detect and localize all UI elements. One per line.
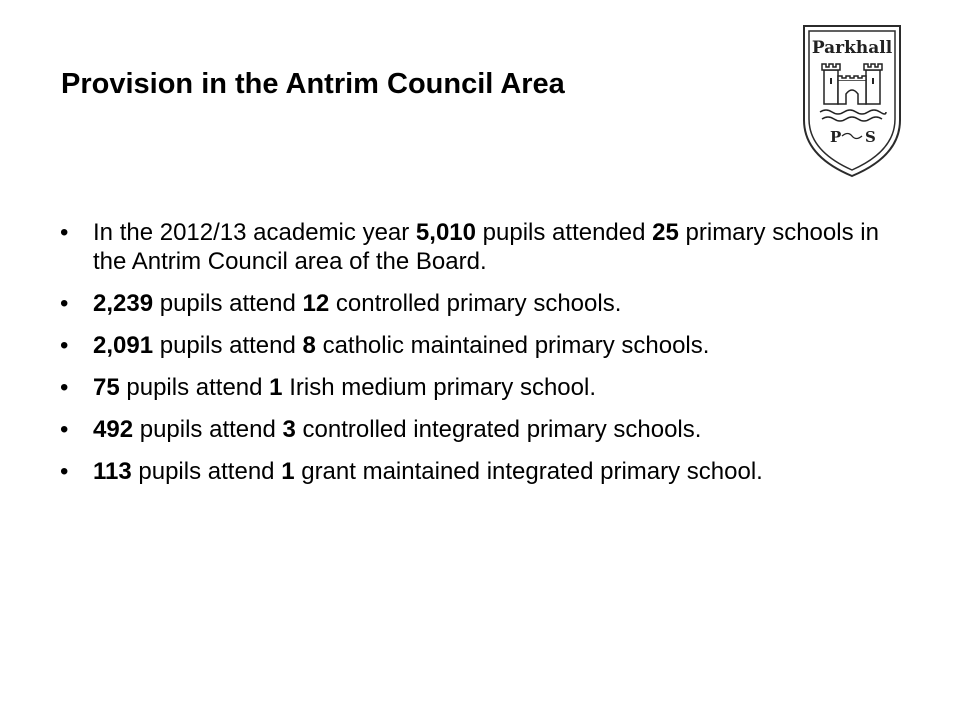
bullet-marker: • [60, 416, 69, 443]
parkhall-crest-logo [800, 20, 904, 180]
logo-name: Parkhall [811, 38, 893, 58]
bullet-text: 75 pupils attend 1 Irish medium primary school. [93, 374, 596, 401]
bullet-text: 113 pupils attend 1 grant maintained integrated primary school. [93, 458, 763, 485]
bullet-marker: • [60, 332, 69, 359]
logo-letter-right: S [865, 128, 876, 146]
bullet-text: 2,239 pupils attend 12 controlled primary schools. [93, 290, 622, 317]
bullet-item [60, 331, 900, 360]
bullet-marker: • [60, 219, 69, 246]
bullet-marker: • [60, 458, 69, 485]
bullet-text: In the 2012/13 academic year 5,010 pupils attended 25 primary schools in the Antrim Council area of the Board. [93, 219, 879, 275]
bullet-item [60, 415, 900, 444]
slide-title: Provision in the Antrim Council Area [61, 68, 565, 100]
bullet-item [60, 373, 900, 402]
logo-letter-left: P [830, 128, 842, 146]
bullet-item [60, 289, 900, 318]
bullet-marker: • [60, 290, 69, 317]
bullet-marker: • [60, 374, 69, 401]
bullet-text: 492 pupils attend 3 controlled integrated primary schools. [93, 416, 702, 443]
bullet-list [60, 218, 900, 499]
bullet-text: 2,091 pupils attend 8 catholic maintained primary schools. [93, 332, 710, 359]
bullet-item [60, 218, 900, 276]
bullet-item [60, 457, 900, 486]
